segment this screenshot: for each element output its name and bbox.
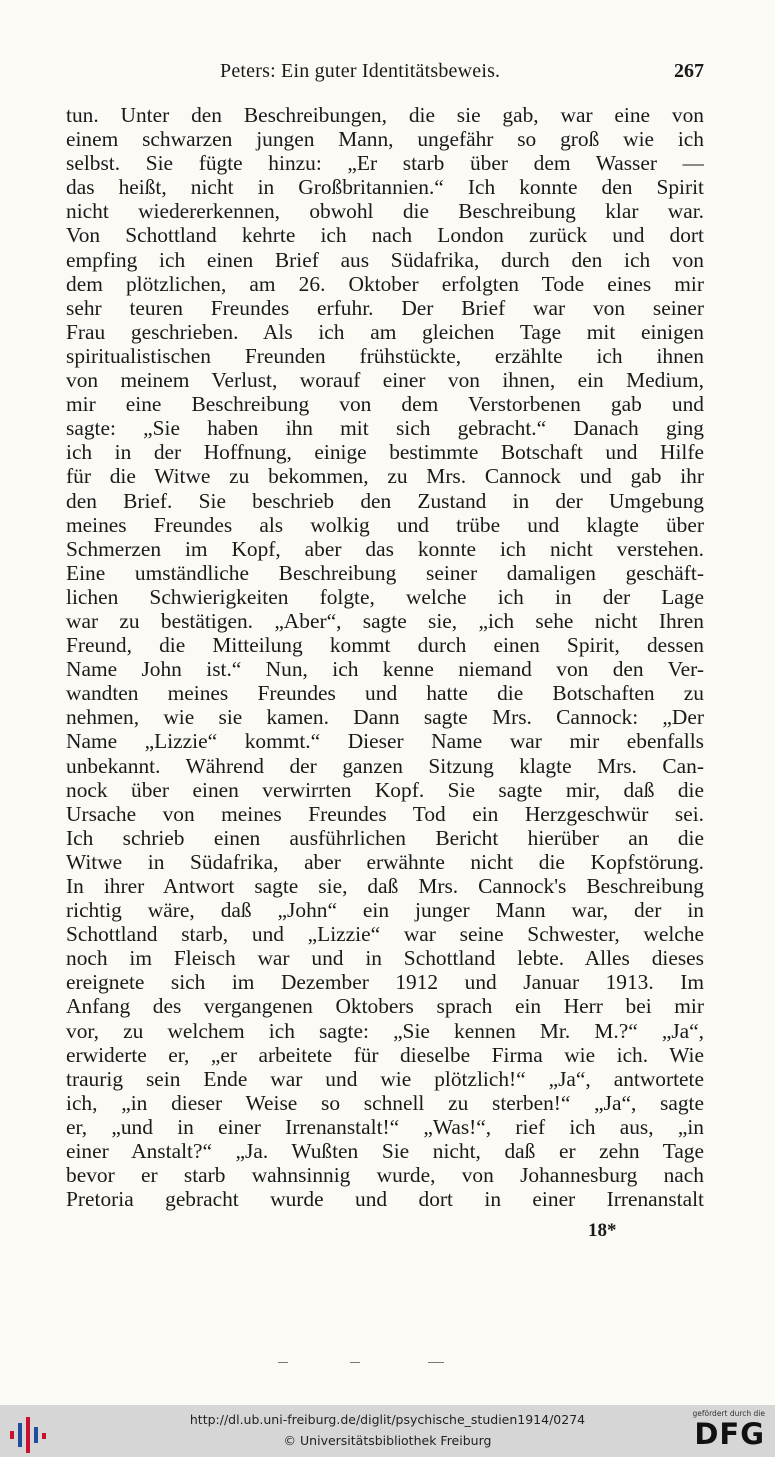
- text-line: Schottland starb, und „Lizzie“ war seine Schwester, welche: [66, 922, 704, 947]
- text-line: noch im Fleisch war und in Schottland lebte. Alles dieses: [66, 946, 704, 971]
- scan-mark: [350, 1362, 360, 1363]
- text-line: von meinem Verlust, worauf einer von ihnen, ein Medium,: [66, 368, 704, 393]
- text-line: Anfang des vergangenen Oktobers sprach ein Herr bei mir: [66, 994, 704, 1019]
- text-line: meines Freundes als wolkig und trübe und klagte über: [66, 512, 704, 537]
- text-line: Von Schottland kehrte ich nach London zurück und dort: [66, 223, 704, 248]
- text-line: Witwe in Südafrika, aber erwähnte nicht die Kopfstörung.: [66, 849, 704, 874]
- text-line: selbst. Sie fügte hinzu: „Er starb über dem Wasser —: [66, 151, 704, 176]
- text-line: sagte: „Sie haben ihn mit sich gebracht.“ Danach ging: [66, 416, 704, 441]
- text-line: bevor er starb wahnsinnig wurde, von Johannesburg nach: [66, 1163, 704, 1188]
- text-line: Name „Lizzie“ kommt.“ Dieser Name war mir ebenfalls: [66, 729, 704, 754]
- text-line: einer Anstalt?“ „Ja. Wußten Sie nicht, daß er zehn Tage: [66, 1139, 704, 1164]
- viewer-footer: [0, 1405, 775, 1457]
- dfg-logo: [683, 1409, 765, 1453]
- text-line: mir eine Beschreibung von dem Verstorbenen gab und: [66, 392, 704, 417]
- text-line: erwiderte er, „er arbeitete für dieselbe Firma wie ich. Wie: [66, 1042, 704, 1067]
- text-line: nicht wiedererkennen, obwohl die Beschreibung klar war.: [66, 199, 704, 224]
- text-line: Name John ist.“ Nun, ich kenne niemand von den Ver-: [66, 657, 704, 682]
- running-title: Peters: Ein guter Identitätsbeweis.: [220, 60, 501, 82]
- text-line: In ihrer Antwort sagte sie, daß Mrs. Cannock's Beschreibung: [66, 874, 704, 898]
- text-line: empfing ich einen Brief aus Südafrika, durch den ich von: [66, 247, 704, 272]
- source-url-link[interactable]: http://dl.ub.uni-freiburg.de/diglit/psychische_studien1914/0274: [189, 1412, 586, 1427]
- text-line: sehr teuren Freundes erfuhr. Der Brief war von seiner: [66, 295, 704, 320]
- text-line: ich, „in dieser Weise so schnell zu sterben!“ „Ja“, sagte: [66, 1090, 704, 1115]
- text-line: tun. Unter den Beschreibungen, die sie gab, war eine von: [66, 103, 704, 127]
- body-text: [66, 103, 704, 1211]
- text-line: das heißt, nicht in Großbritannien.“ Ich konnte den Spirit: [66, 175, 704, 200]
- text-line: ich in der Hoffnung, einige bestimmte Botschaft und Hilfe: [66, 440, 704, 465]
- text-line: einem schwarzen jungen Mann, ungefähr so groß wie ich: [66, 127, 704, 152]
- text-line: den Brief. Sie beschrieb den Zustand in der Umgebung: [66, 488, 704, 513]
- page-number: 267: [674, 60, 704, 82]
- text-line: vor, zu welchem ich sagte: „Sie kennen Mr. M.?“ „Ja“,: [66, 1018, 704, 1043]
- text-line: Ursache von meines Freundes Tod ein Herzgeschwür sei.: [66, 801, 704, 826]
- text-line: unbekannt. Während der ganzen Sitzung klagte Mrs. Can-: [66, 753, 704, 778]
- text-line: er, „und in einer Irrenanstalt!“ „Was!“, rief ich aus, „in: [66, 1114, 704, 1139]
- text-line: Frau geschrieben. Als ich am gleichen Tage mit einigen: [66, 319, 704, 344]
- text-line: lichen Schwierigkeiten folgte, welche ich in der Lage: [66, 584, 704, 609]
- text-line: Schmerzen im Kopf, aber das konnte ich nicht verstehen.: [66, 536, 704, 561]
- copyright-notice: © Universitätsbibliothek Freiburg: [283, 1433, 492, 1448]
- page-header: [66, 58, 704, 88]
- text-line: nehmen, wie sie kamen. Dann sagte Mrs. Cannock: „Der: [66, 705, 704, 730]
- signature-mark: 18*: [588, 1220, 617, 1241]
- text-line: nock über einen verwirrten Kopf. Sie sagte mir, daß die: [66, 777, 704, 802]
- text-line: richtig wäre, daß „John“ ein junger Mann war, der in: [66, 898, 704, 923]
- text-line: wandten meines Freundes und hatte die Botschaften zu: [66, 681, 704, 706]
- text-line: Freund, die Mitteilung kommt durch einen Spirit, dessen: [66, 633, 704, 658]
- scan-marks: [278, 1362, 448, 1368]
- scan-mark: [278, 1362, 288, 1363]
- text-line: war zu bestätigen. „Aber“, sagte sie, „ich sehe nicht Ihren: [66, 608, 704, 633]
- text-line: für die Witwe zu bekommen, zu Mrs. Cannock und gab ihr: [66, 464, 704, 489]
- text-line: spiritualistischen Freunden frühstückte, erzählte ich ihnen: [66, 343, 704, 368]
- text-line: Eine umständliche Beschreibung seiner damaligen geschäft-: [66, 560, 704, 585]
- text-line: Pretoria gebracht wurde und dort in einer Irrenanstalt: [66, 1187, 704, 1212]
- text-line: traurig sein Ende war und wie plötzlich!“ „Ja“, antwortete: [66, 1066, 704, 1091]
- dfg-logo-text: DFG: [694, 1417, 765, 1451]
- scan-mark: [428, 1362, 444, 1363]
- text-line: dem plötzlichen, am 26. Oktober erfolgten Tode eines mir: [66, 271, 704, 296]
- text-line: Ich schrieb einen ausführlichen Bericht hierüber an die: [66, 825, 704, 850]
- text-line: ereignete sich im Dezember 1912 und Januar 1913. Im: [66, 970, 704, 995]
- dfg-caption: gefördert durch die: [692, 1409, 765, 1418]
